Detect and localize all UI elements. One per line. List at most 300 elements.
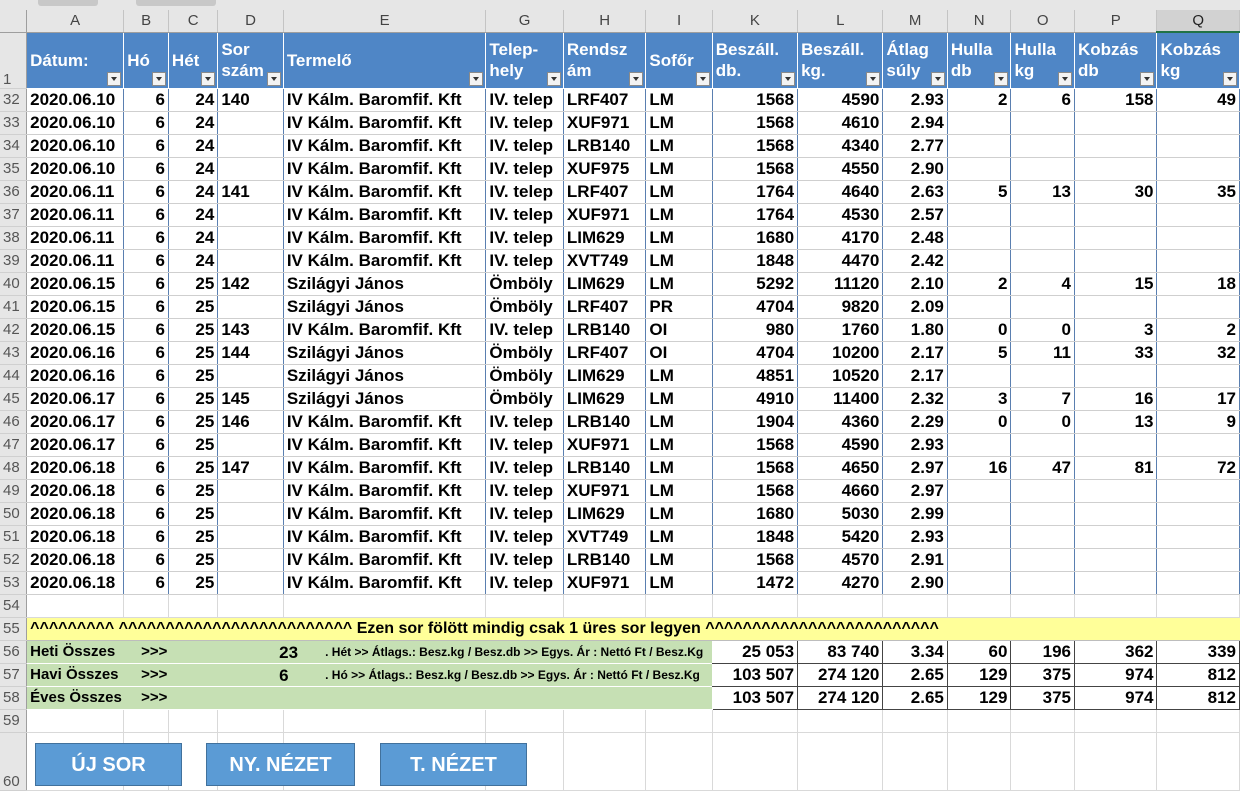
table-cell[interactable]: LM [646, 548, 712, 571]
row-number[interactable]: 56 [0, 640, 27, 663]
table-cell[interactable]: IV. telep [486, 180, 564, 203]
summary-value[interactable]: 812 [1157, 663, 1240, 686]
table-cell[interactable]: 11120 [798, 272, 883, 295]
table-cell[interactable]: IV Kálm. Baromfif. Kft [283, 410, 486, 433]
filter-dropdown-icon[interactable] [866, 72, 880, 86]
table-cell[interactable]: 6 [1011, 88, 1075, 111]
table-cell[interactable]: 5292 [712, 272, 797, 295]
table-cell[interactable]: Szilágyi János [283, 272, 486, 295]
table-cell[interactable]: LIM629 [563, 387, 645, 410]
table-cell[interactable]: LIM629 [563, 272, 645, 295]
table-header[interactable] [1157, 32, 1240, 88]
table-cell[interactable] [1157, 548, 1240, 571]
row-number[interactable]: 36 [0, 180, 27, 203]
table-cell[interactable]: IV Kálm. Baromfif. Kft [283, 525, 486, 548]
table-cell[interactable]: IV Kálm. Baromfif. Kft [283, 88, 486, 111]
table-cell[interactable] [1157, 732, 1240, 790]
table-cell[interactable]: 6 [124, 111, 169, 134]
table-cell[interactable] [1011, 433, 1075, 456]
table-cell[interactable] [486, 594, 564, 617]
table-cell[interactable]: OI [646, 318, 712, 341]
table-cell[interactable] [283, 709, 486, 732]
table-cell[interactable]: 24 [168, 88, 217, 111]
table-cell[interactable] [947, 433, 1011, 456]
table-header[interactable] [283, 32, 486, 88]
table-header[interactable] [712, 32, 797, 88]
row-number[interactable]: 40 [0, 272, 27, 295]
table-cell[interactable]: 24 [168, 249, 217, 272]
table-header[interactable] [1011, 32, 1075, 88]
row-number[interactable]: 33 [0, 111, 27, 134]
table-cell[interactable]: IV. telep [486, 456, 564, 479]
table-cell[interactable] [1075, 433, 1157, 456]
table-cell[interactable]: 15 [1075, 272, 1157, 295]
table-cell[interactable]: 25 [168, 571, 217, 594]
column-header-k[interactable]: K [712, 10, 797, 32]
table-cell[interactable] [218, 594, 283, 617]
table-cell[interactable]: IV Kálm. Baromfif. Kft [283, 157, 486, 180]
table-cell[interactable] [218, 502, 283, 525]
table-cell[interactable]: 4360 [798, 410, 883, 433]
table-cell[interactable] [1075, 203, 1157, 226]
row-number[interactable]: 52 [0, 548, 27, 571]
table-cell[interactable] [563, 732, 645, 790]
table-cell[interactable]: XVT749 [563, 525, 645, 548]
column-header-h[interactable]: H [563, 10, 645, 32]
table-cell[interactable]: 49 [1157, 88, 1240, 111]
table-cell[interactable]: IV Kálm. Baromfif. Kft [283, 226, 486, 249]
table-cell[interactable]: 6 [124, 456, 169, 479]
table-cell[interactable]: 2020.06.16 [27, 341, 124, 364]
table-cell[interactable]: Szilágyi János [283, 364, 486, 387]
table-cell[interactable]: Szilágyi János [283, 341, 486, 364]
table-cell[interactable]: 1764 [712, 180, 797, 203]
table-cell[interactable] [563, 709, 645, 732]
table-cell[interactable]: 35 [1157, 180, 1240, 203]
table-cell[interactable]: IV. telep [486, 318, 564, 341]
table-cell[interactable]: 2020.06.17 [27, 433, 124, 456]
table-cell[interactable] [1075, 732, 1157, 790]
table-cell[interactable]: 10520 [798, 364, 883, 387]
table-cell[interactable]: 81 [1075, 456, 1157, 479]
summary-value[interactable]: 375 [1011, 686, 1075, 709]
table-cell[interactable]: 2.97 [883, 479, 948, 502]
table-cell[interactable]: 6 [124, 525, 169, 548]
table-cell[interactable]: 47 [1011, 456, 1075, 479]
summary-value[interactable]: 103 507 [712, 686, 797, 709]
table-cell[interactable]: 6 [124, 433, 169, 456]
table-cell[interactable] [1011, 594, 1075, 617]
table-cell[interactable]: LRF407 [563, 295, 645, 318]
table-cell[interactable]: LRB140 [563, 318, 645, 341]
table-cell[interactable]: 4851 [712, 364, 797, 387]
table-cell[interactable]: 4660 [798, 479, 883, 502]
row-number[interactable]: 43 [0, 341, 27, 364]
table-cell[interactable]: 25 [168, 272, 217, 295]
table-cell[interactable] [1011, 249, 1075, 272]
table-cell[interactable]: 143 [218, 318, 283, 341]
table-cell[interactable] [1157, 226, 1240, 249]
table-cell[interactable]: LM [646, 272, 712, 295]
table-cell[interactable]: 13 [1075, 410, 1157, 433]
table-cell[interactable] [1011, 295, 1075, 318]
table-cell[interactable]: 6 [124, 502, 169, 525]
table-cell[interactable]: IV. telep [486, 157, 564, 180]
table-cell[interactable] [798, 709, 883, 732]
table-cell[interactable]: 24 [168, 157, 217, 180]
table-cell[interactable] [883, 594, 948, 617]
table-cell[interactable]: IV Kálm. Baromfif. Kft [283, 111, 486, 134]
row-number[interactable]: 37 [0, 203, 27, 226]
table-cell[interactable] [1157, 525, 1240, 548]
table-cell[interactable]: 2 [947, 272, 1011, 295]
summary-value[interactable]: 60 [947, 640, 1011, 663]
table-cell[interactable]: 3 [947, 387, 1011, 410]
filter-dropdown-icon[interactable] [152, 72, 166, 86]
row-number[interactable]: 59 [0, 709, 27, 732]
table-cell[interactable]: 2.17 [883, 341, 948, 364]
table-cell[interactable]: 1.80 [883, 318, 948, 341]
table-cell[interactable] [1075, 111, 1157, 134]
new-row-button[interactable]: ÚJ SOR [35, 743, 182, 786]
row-number[interactable]: 54 [0, 594, 27, 617]
table-cell[interactable]: 9 [1157, 410, 1240, 433]
table-cell[interactable]: LM [646, 88, 712, 111]
table-cell[interactable]: 1760 [798, 318, 883, 341]
table-cell[interactable] [1157, 249, 1240, 272]
table-cell[interactable]: 1568 [712, 134, 797, 157]
table-cell[interactable]: 2020.06.10 [27, 157, 124, 180]
note-text[interactable]: ^^^^^^^^^ ^^^^^^^^^^^^^^^^^^^^^^^^^ Ezen sor fölött mindig csak 1 üres sor legyen ^^^^^^^^^^^^^^^^^^^^^^^^^ [27, 617, 1240, 640]
table-cell[interactable] [1157, 364, 1240, 387]
row-number[interactable]: 60 [0, 732, 27, 790]
table-cell[interactable]: 1904 [712, 410, 797, 433]
table-cell[interactable] [1075, 548, 1157, 571]
table-cell[interactable]: 6 [124, 226, 169, 249]
table-cell[interactable]: LRF407 [563, 180, 645, 203]
table-cell[interactable]: 4340 [798, 134, 883, 157]
table-cell[interactable]: 2.90 [883, 157, 948, 180]
filter-dropdown-icon[interactable] [1058, 72, 1072, 86]
row-number[interactable]: 58 [0, 686, 27, 709]
table-cell[interactable] [947, 134, 1011, 157]
row-number[interactable]: 32 [0, 88, 27, 111]
table-cell[interactable] [563, 594, 645, 617]
table-cell[interactable]: LRF407 [563, 341, 645, 364]
table-cell[interactable]: 1680 [712, 226, 797, 249]
table-header[interactable] [646, 32, 712, 88]
table-cell[interactable] [712, 732, 797, 790]
table-cell[interactable]: 1764 [712, 203, 797, 226]
t-view-button[interactable]: T. NÉZET [380, 743, 527, 786]
table-cell[interactable]: Ömböly [486, 295, 564, 318]
table-cell[interactable]: LM [646, 410, 712, 433]
table-cell[interactable]: 2020.06.11 [27, 203, 124, 226]
table-cell[interactable]: 2020.06.18 [27, 548, 124, 571]
table-cell[interactable]: 2020.06.11 [27, 249, 124, 272]
table-cell[interactable]: 6 [124, 410, 169, 433]
tab-stub[interactable] [136, 0, 216, 6]
row-number[interactable]: 35 [0, 157, 27, 180]
table-cell[interactable] [1157, 111, 1240, 134]
table-cell[interactable]: 0 [947, 318, 1011, 341]
table-cell[interactable]: IV Kálm. Baromfif. Kft [283, 502, 486, 525]
summary-value[interactable]: 274 120 [798, 686, 883, 709]
table-cell[interactable]: 25 [168, 318, 217, 341]
table-cell[interactable]: 6 [124, 157, 169, 180]
table-cell[interactable]: 144 [218, 341, 283, 364]
table-cell[interactable] [124, 709, 169, 732]
table-cell[interactable]: 11 [1011, 341, 1075, 364]
summary-value[interactable]: 812 [1157, 686, 1240, 709]
table-cell[interactable]: 5420 [798, 525, 883, 548]
table-cell[interactable] [1157, 295, 1240, 318]
table-cell[interactable]: LRB140 [563, 134, 645, 157]
table-cell[interactable] [947, 295, 1011, 318]
table-cell[interactable]: 2.99 [883, 502, 948, 525]
table-cell[interactable]: 3 [1075, 318, 1157, 341]
summary-value[interactable]: 2.65 [883, 663, 948, 686]
table-cell[interactable] [947, 732, 1011, 790]
table-cell[interactable]: XUF971 [563, 571, 645, 594]
table-cell[interactable]: 32 [1157, 341, 1240, 364]
table-cell[interactable]: 1568 [712, 433, 797, 456]
summary-value[interactable]: 25 053 [712, 640, 797, 663]
table-cell[interactable]: 4170 [798, 226, 883, 249]
table-cell[interactable] [947, 571, 1011, 594]
table-cell[interactable]: IV Kálm. Baromfif. Kft [283, 249, 486, 272]
table-cell[interactable]: 1848 [712, 525, 797, 548]
table-header[interactable] [218, 32, 283, 88]
table-cell[interactable]: 2020.06.17 [27, 387, 124, 410]
filter-dropdown-icon[interactable] [547, 72, 561, 86]
table-cell[interactable]: IV. telep [486, 203, 564, 226]
table-cell[interactable] [1011, 732, 1075, 790]
table-cell[interactable]: 6 [124, 203, 169, 226]
table-cell[interactable]: 1680 [712, 502, 797, 525]
table-header[interactable] [798, 32, 883, 88]
table-cell[interactable]: LM [646, 387, 712, 410]
table-cell[interactable] [1075, 594, 1157, 617]
table-cell[interactable]: 4270 [798, 571, 883, 594]
table-cell[interactable]: 24 [168, 226, 217, 249]
table-cell[interactable]: LM [646, 364, 712, 387]
table-cell[interactable]: 1568 [712, 479, 797, 502]
table-header[interactable] [124, 32, 169, 88]
table-cell[interactable] [1075, 157, 1157, 180]
table-cell[interactable] [1075, 364, 1157, 387]
table-cell[interactable]: LM [646, 134, 712, 157]
table-cell[interactable]: 2.93 [883, 433, 948, 456]
table-cell[interactable] [947, 226, 1011, 249]
table-cell[interactable] [27, 594, 124, 617]
table-cell[interactable]: IV. telep [486, 226, 564, 249]
table-cell[interactable]: IV. telep [486, 571, 564, 594]
table-cell[interactable] [947, 548, 1011, 571]
table-cell[interactable]: 11400 [798, 387, 883, 410]
table-cell[interactable]: 13 [1011, 180, 1075, 203]
table-cell[interactable]: 72 [1157, 456, 1240, 479]
table-cell[interactable]: 2.48 [883, 226, 948, 249]
table-cell[interactable] [1075, 525, 1157, 548]
table-cell[interactable]: 0 [1011, 318, 1075, 341]
table-cell[interactable]: XVT749 [563, 249, 645, 272]
table-cell[interactable]: 6 [124, 387, 169, 410]
table-cell[interactable]: IV. telep [486, 433, 564, 456]
table-cell[interactable]: 2020.06.10 [27, 111, 124, 134]
table-cell[interactable] [646, 732, 712, 790]
table-cell[interactable]: IV. telep [486, 249, 564, 272]
table-cell[interactable]: 2020.06.10 [27, 88, 124, 111]
table-header[interactable] [883, 32, 948, 88]
table-cell[interactable]: 4640 [798, 180, 883, 203]
table-cell[interactable]: 5 [947, 341, 1011, 364]
filter-dropdown-icon[interactable] [994, 72, 1008, 86]
filter-dropdown-icon[interactable] [629, 72, 643, 86]
table-cell[interactable]: XUF971 [563, 111, 645, 134]
table-cell[interactable]: 2020.06.10 [27, 134, 124, 157]
row-number[interactable]: 46 [0, 410, 27, 433]
table-cell[interactable]: 25 [168, 295, 217, 318]
table-cell[interactable]: 6 [124, 180, 169, 203]
table-cell[interactable] [486, 709, 564, 732]
filter-dropdown-icon[interactable] [1223, 72, 1237, 86]
table-cell[interactable] [947, 249, 1011, 272]
table-cell[interactable]: LM [646, 479, 712, 502]
table-cell[interactable] [218, 295, 283, 318]
table-cell[interactable] [712, 594, 797, 617]
table-cell[interactable]: IV. telep [486, 525, 564, 548]
table-cell[interactable]: 1472 [712, 571, 797, 594]
table-cell[interactable]: 33 [1075, 341, 1157, 364]
table-cell[interactable] [218, 203, 283, 226]
ny-view-button[interactable]: NY. NÉZET [206, 743, 355, 786]
table-cell[interactable] [1011, 203, 1075, 226]
table-cell[interactable]: IV Kálm. Baromfif. Kft [283, 571, 486, 594]
table-cell[interactable]: 2.42 [883, 249, 948, 272]
column-header-b[interactable]: B [124, 10, 169, 32]
table-cell[interactable]: 141 [218, 180, 283, 203]
table-cell[interactable]: Ömböly [486, 364, 564, 387]
table-cell[interactable]: OI [646, 341, 712, 364]
table-cell[interactable]: 2.93 [883, 88, 948, 111]
table-cell[interactable]: 2.57 [883, 203, 948, 226]
table-cell[interactable]: 140 [218, 88, 283, 111]
table-cell[interactable] [218, 479, 283, 502]
table-cell[interactable]: LM [646, 180, 712, 203]
column-header-e[interactable]: E [283, 10, 486, 32]
table-cell[interactable]: 25 [168, 387, 217, 410]
table-cell[interactable]: 1568 [712, 111, 797, 134]
table-cell[interactable]: 2020.06.15 [27, 295, 124, 318]
table-cell[interactable] [1075, 226, 1157, 249]
table-cell[interactable] [1011, 479, 1075, 502]
filter-dropdown-icon[interactable] [931, 72, 945, 86]
summary-value[interactable]: 974 [1075, 663, 1157, 686]
table-cell[interactable]: 2 [947, 88, 1011, 111]
table-cell[interactable]: 2.97 [883, 456, 948, 479]
table-cell[interactable]: 16 [947, 456, 1011, 479]
table-cell[interactable]: LM [646, 157, 712, 180]
table-cell[interactable] [1075, 571, 1157, 594]
summary-value[interactable]: 103 507 [712, 663, 797, 686]
row-number[interactable]: 47 [0, 433, 27, 456]
table-cell[interactable] [1075, 502, 1157, 525]
table-cell[interactable]: 10200 [798, 341, 883, 364]
table-cell[interactable] [947, 364, 1011, 387]
table-cell[interactable] [883, 709, 948, 732]
table-cell[interactable] [168, 709, 217, 732]
table-cell[interactable] [1157, 479, 1240, 502]
table-cell[interactable]: 24 [168, 180, 217, 203]
table-cell[interactable] [1011, 157, 1075, 180]
table-cell[interactable]: 142 [218, 272, 283, 295]
summary-value[interactable]: 3.34 [883, 640, 948, 663]
row-number[interactable]: 51 [0, 525, 27, 548]
column-header-a[interactable]: A [27, 10, 124, 32]
column-header-m[interactable]: M [883, 10, 948, 32]
table-cell[interactable] [218, 364, 283, 387]
row-number[interactable]: 42 [0, 318, 27, 341]
table-cell[interactable] [947, 479, 1011, 502]
table-cell[interactable]: LM [646, 502, 712, 525]
table-cell[interactable]: 25 [168, 548, 217, 571]
table-cell[interactable]: LM [646, 226, 712, 249]
table-cell[interactable]: IV. telep [486, 410, 564, 433]
table-cell[interactable]: 6 [124, 364, 169, 387]
table-cell[interactable]: 147 [218, 456, 283, 479]
table-cell[interactable] [1011, 226, 1075, 249]
table-cell[interactable]: 2020.06.18 [27, 502, 124, 525]
table-cell[interactable]: LRB140 [563, 410, 645, 433]
table-cell[interactable] [1157, 157, 1240, 180]
table-cell[interactable]: 4910 [712, 387, 797, 410]
table-cell[interactable]: 4 [1011, 272, 1075, 295]
table-cell[interactable] [283, 594, 486, 617]
table-cell[interactable]: 4704 [712, 295, 797, 318]
table-cell[interactable] [1075, 134, 1157, 157]
table-cell[interactable] [218, 571, 283, 594]
column-header-o[interactable]: O [1011, 10, 1075, 32]
filter-dropdown-icon[interactable] [107, 72, 121, 86]
table-cell[interactable]: LM [646, 525, 712, 548]
table-cell[interactable] [1011, 709, 1075, 732]
table-cell[interactable]: 25 [168, 341, 217, 364]
table-cell[interactable]: 24 [168, 111, 217, 134]
table-cell[interactable]: 2.29 [883, 410, 948, 433]
summary-value[interactable]: 974 [1075, 686, 1157, 709]
table-cell[interactable]: Szilágyi János [283, 295, 486, 318]
table-cell[interactable]: XUF975 [563, 157, 645, 180]
table-cell[interactable]: XUF971 [563, 203, 645, 226]
summary-value[interactable]: 362 [1075, 640, 1157, 663]
row-number[interactable]: 38 [0, 226, 27, 249]
table-header[interactable] [27, 32, 124, 88]
table-cell[interactable] [1011, 364, 1075, 387]
table-cell[interactable]: XUF971 [563, 433, 645, 456]
table-cell[interactable]: 6 [124, 249, 169, 272]
summary-value[interactable]: 339 [1157, 640, 1240, 663]
summary-value[interactable]: 2.65 [883, 686, 948, 709]
table-cell[interactable]: 2020.06.15 [27, 318, 124, 341]
spreadsheet-grid[interactable] [0, 10, 1240, 791]
table-cell[interactable]: 2020.06.17 [27, 410, 124, 433]
table-cell[interactable]: Ömböly [486, 387, 564, 410]
summary-value[interactable]: 83 740 [798, 640, 883, 663]
table-cell[interactable]: 6 [124, 548, 169, 571]
table-cell[interactable]: 0 [1011, 410, 1075, 433]
table-cell[interactable] [646, 594, 712, 617]
